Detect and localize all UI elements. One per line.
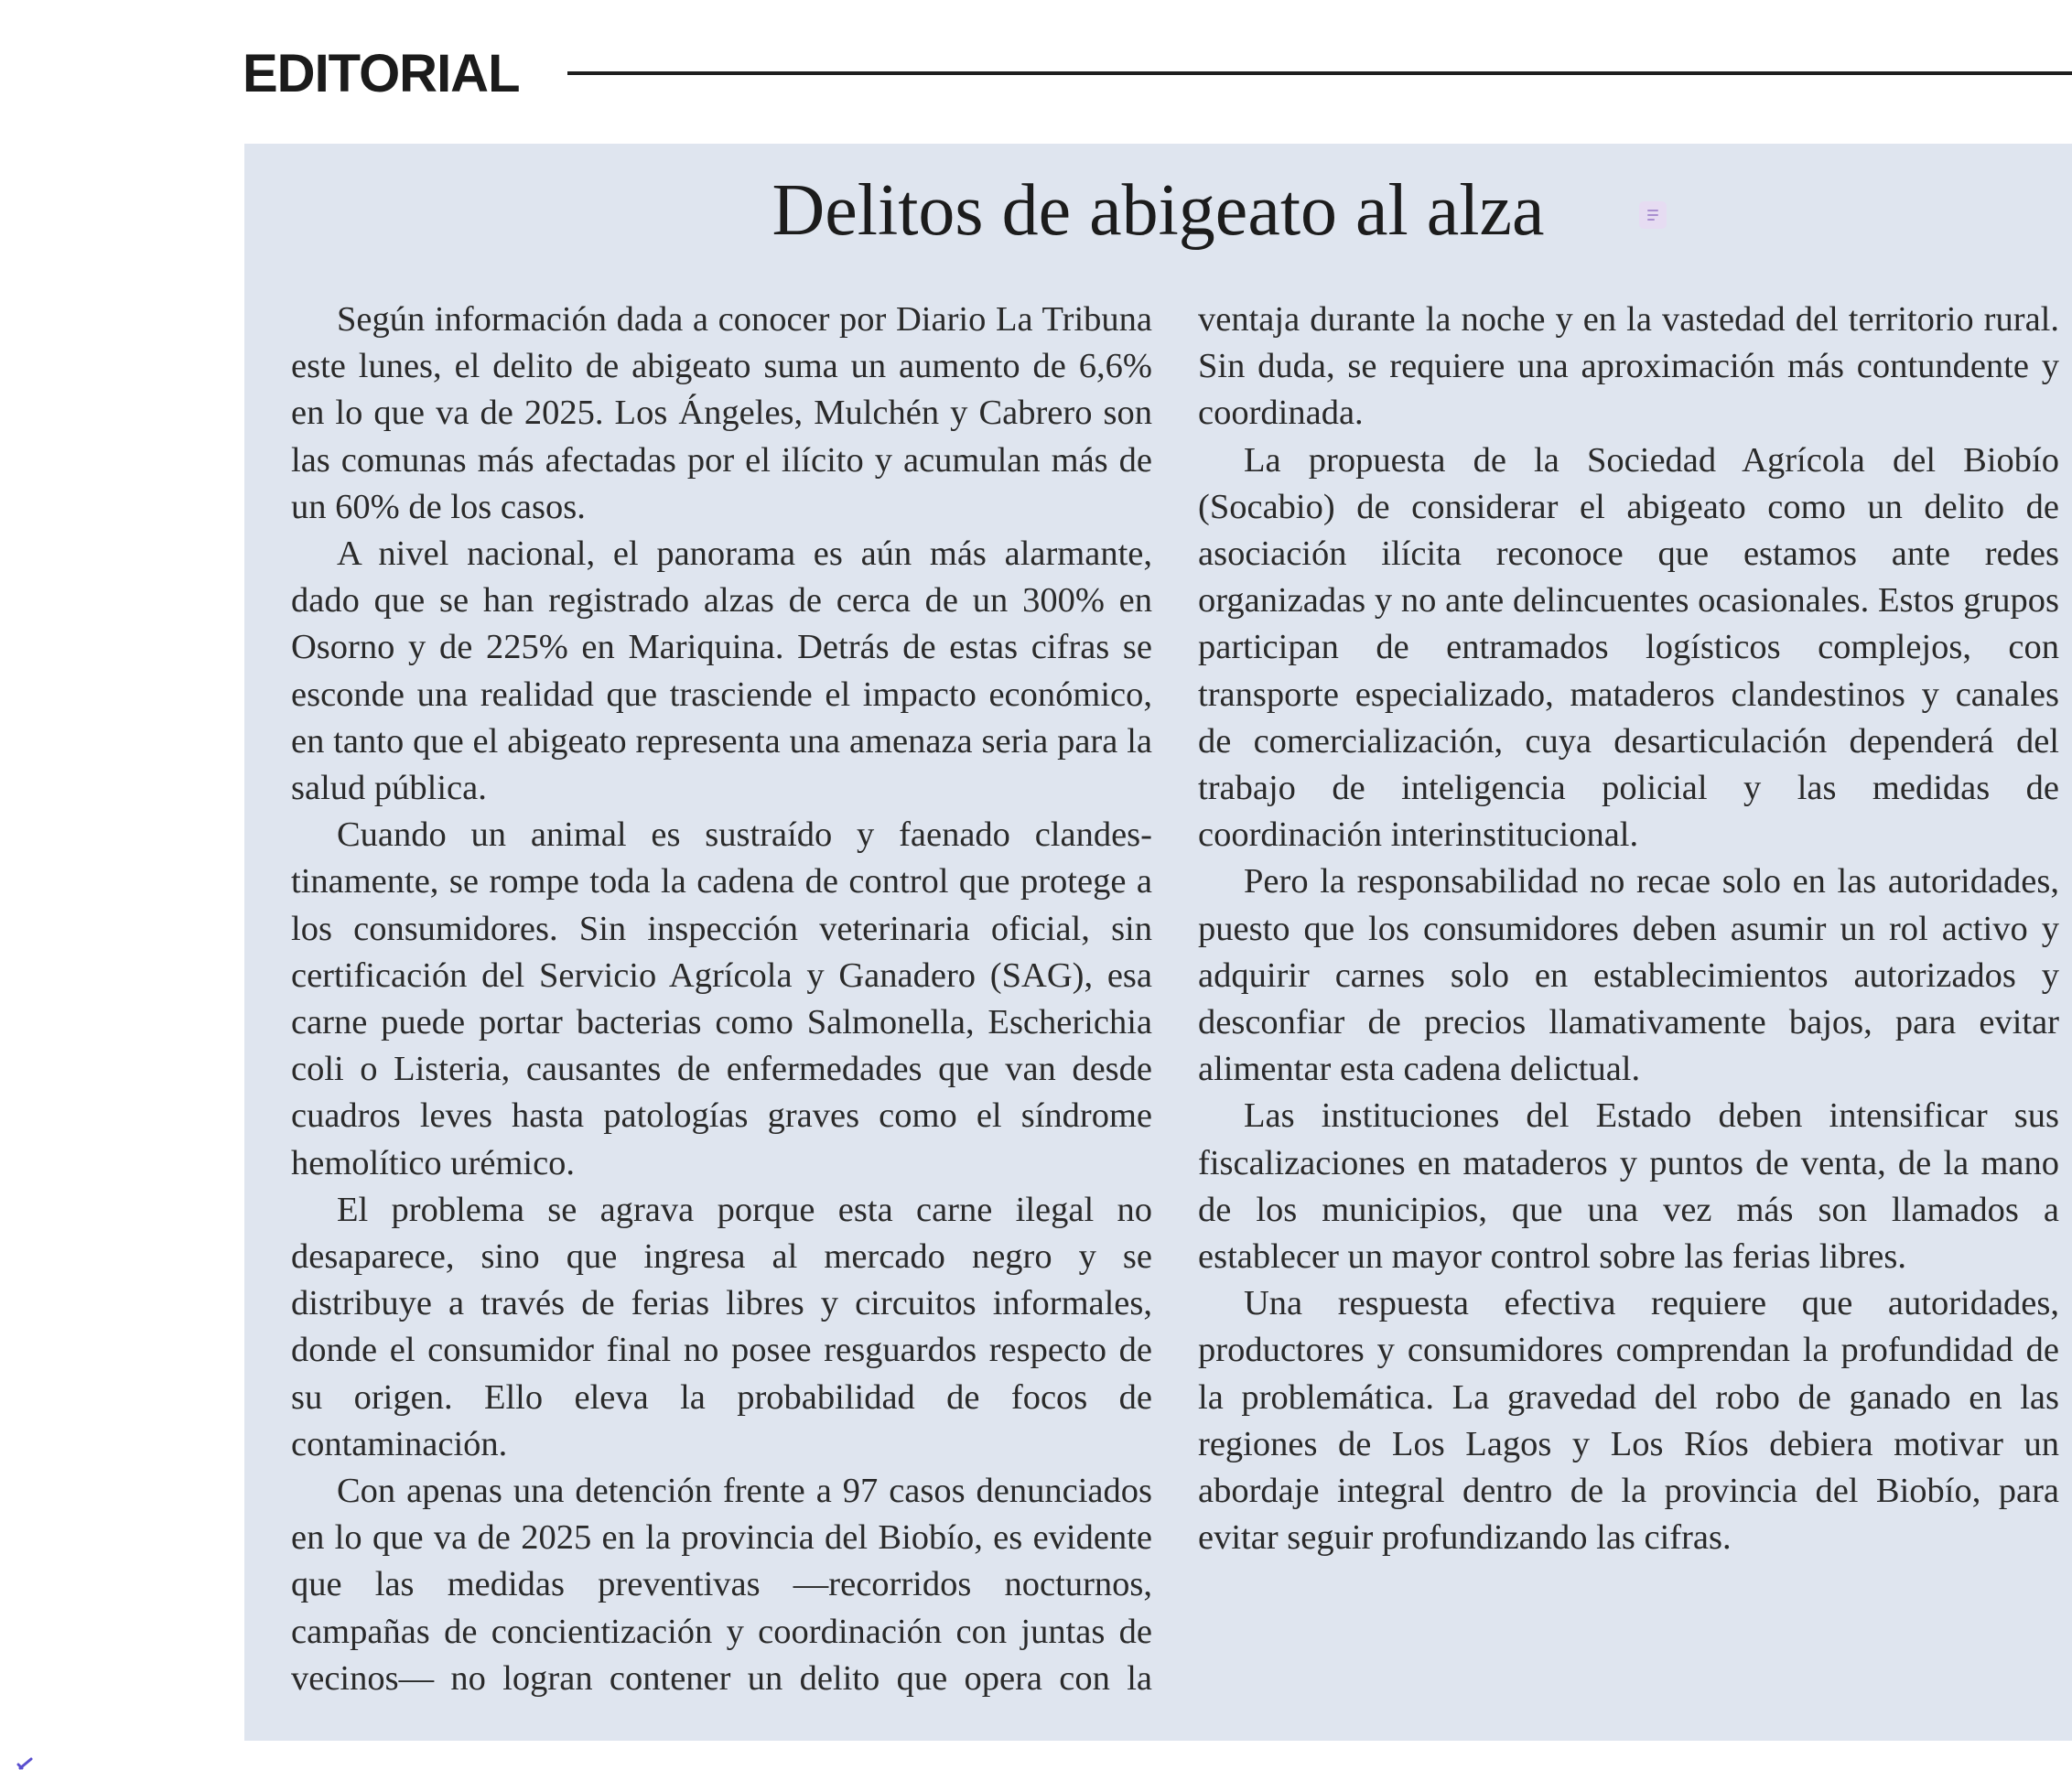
article-paragraph: Cuando un animal es sustraído y faenado clandestinamente, se rompe toda la cadena de control que protege a los consumidores. Sin inspección veterinaria oficial, sin certificación del Servicio Agrícola y Ganadero (SAG), esa carne puede portar bacterias como Salmonella, Escherichia coli o Listeria, causantes de enfermedades que van desde cuadros leves hasta patologías graves como el síndrome hemolítico urémico. [291, 815, 1152, 1182]
note-icon-line [1647, 219, 1655, 221]
pen-cursor-icon [16, 1752, 44, 1770]
article-paragraph: Pero la responsabilidad no recae solo en las autoridades, puesto que los consumidores deben asumir un rol activo y adquirir carnes solo en establecimientos autorizados y desconfiar de precios llamativamente bajos, para evitar alimentar esta cadena delictual. [1198, 862, 2059, 1089]
article-paragraph: Una respuesta efectiva requiere que autoridades, productores y consumidores comprendan la profundidad de la problemática. La gravedad del robo de ganado en las regiones de Los Lagos y Los Ríos debiera motivar un abordaje integral dentro de la provincia del Biobío, para evitar seguir profundizando las cifras. [1198, 1284, 2059, 1558]
section-rule [567, 71, 2072, 75]
section-label: EDITORIAL [243, 43, 520, 103]
article-paragraph: Según información dada a conocer por Diario La Tribuna este lunes, el delito de abigeato suma un aumento de 6,6% en lo que va de 2025. Los Ángeles, Mulchén y Cabrero son las comunas más afectadas por el ilícito y acumulan más de un 60% de los casos. [291, 300, 1152, 526]
article-paragraph: Las instituciones del Estado deben intensificar sus fiscalizaciones en mataderos y puntos de venta, de la mano de los municipios, que una vez más son llamados a establecer un mayor control sobre las ferias libres. [1198, 1096, 2059, 1277]
article-paragraph: Con apenas una detención frente a 97 casos denunciados en lo que va de 2025 en la provincia del Biobío, es evidente que las medidas preventivas —recorridos nocturnos, campañas de concientización y coordinación con juntas de vecinos— no logran contener un delito que opera con la ventaja durante la noche y en la vastedad del territorio rural. Sin duda, se requiere una aproximación más contundente y coordinada. [291, 300, 2059, 1698]
note-icon[interactable] [1639, 201, 1667, 229]
note-icon-line [1647, 214, 1658, 216]
section-header [243, 37, 2072, 110]
article-paragraph: A nivel nacional, el panorama es aún más alarmante, dado que se han registrado alzas de cerca de un 300% en Osorno y de 225% en Mariquina. Detrás de estas cifras se esconde una realidad que trasciende el impacto económico, en tanto que el abigeato representa una amenaza seria para la salud pública. [291, 534, 1152, 808]
article-paragraph: El problema se agrava porque esta carne ilegal no desaparece, sino que ingresa al mercado negro y se distribuye a través de ferias libres y circuitos informales, donde el consumidor final no posee resguardos respecto de su origen. Ello eleva la probabilidad de focos de contaminación. [291, 1190, 1152, 1463]
note-icon-line [1647, 210, 1658, 211]
article-title: Delitos de abigeato al alza [772, 170, 1545, 251]
article-body [291, 297, 2059, 1715]
article-paragraph: La propuesta de la Sociedad Agrícola del Biobío (Socabio) de considerar el abigeato como un delito de asociación ilícita reconoce que estamos ante redes organizadas y no ante delincuentes ocasionales. Estos grupos participan de entramados logísticos complejos, con transporte especializado, mataderos clandestinos y canales de comercialización, cuya desarticulación dependerá del trabajo de inteligencia policial y las medidas de coordinación interinstitucional. [1198, 440, 2059, 855]
editorial-article [244, 144, 2072, 1741]
